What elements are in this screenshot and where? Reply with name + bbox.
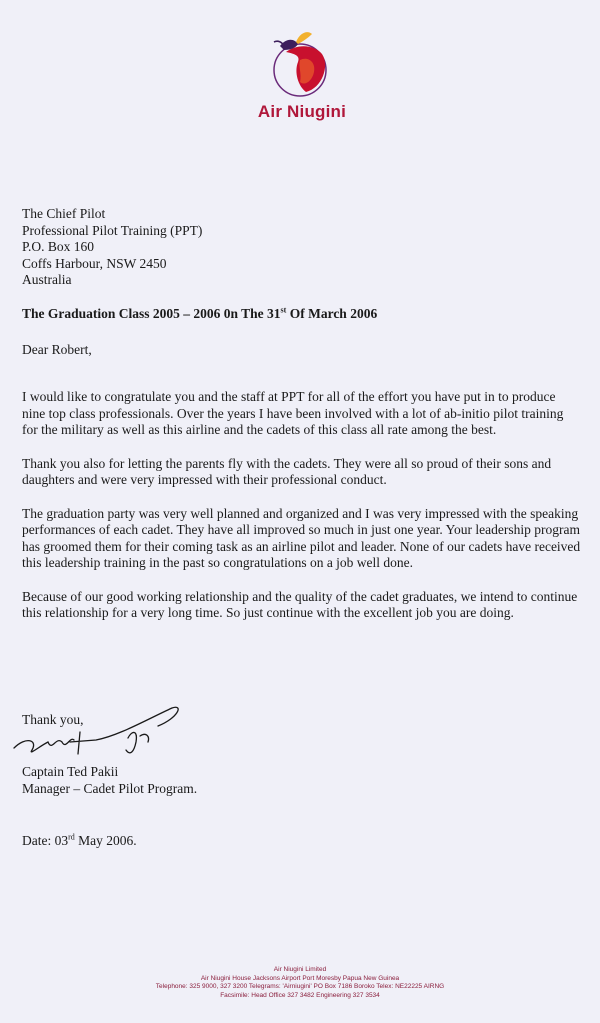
letterhead-logo — [232, 26, 372, 126]
footer-line: Telephone: 325 9000, 327 3200 Telegrams: 'Airniugini' PO Box 7186 Boroko Telex: NE22225 AIRNG — [155, 983, 445, 990]
recipient-address — [22, 206, 202, 289]
letter-body — [22, 389, 582, 639]
signer-block — [22, 764, 197, 797]
bird-of-paradise-logo-icon — [256, 26, 348, 102]
signer-title: Manager – Cadet Pilot Program. — [22, 780, 198, 796]
company-name: Air Niugini — [257, 102, 347, 121]
subject-superscript: st — [280, 305, 287, 315]
date-text: Date: 03 — [22, 833, 69, 848]
letterhead-footer — [0, 966, 600, 1000]
closing: Thank you, — [22, 712, 84, 727]
greeting: Dear Robert, — [22, 342, 92, 357]
address-line: P.O. Box 160 — [22, 239, 95, 254]
address-line: The Chief Pilot — [22, 206, 106, 221]
address-line: Coffs Harbour, NSW 2450 — [22, 255, 167, 271]
subject-line — [22, 306, 377, 322]
body-paragraph: Thank you also for letting the parents fly with the cadets. They were all so proud of their sons and daughters and were very impressed with their professional conduct. — [22, 455, 552, 487]
signer-name: Captain Ted Pakii — [22, 764, 119, 779]
subject-text: The Graduation Class 2005 – 2006 0n The 31 — [22, 306, 281, 321]
footer-line: Air Niugini House Jacksons Airport Port Moresby Papua New Guinea — [200, 974, 400, 982]
address-line: Australia — [22, 272, 72, 287]
date-text-end: May 2006. — [74, 833, 137, 848]
body-paragraph: The graduation party was very well planned and organized and I was very impressed with the speaking performances of each cadet. They have all improved so much in just one year. Your leadership program has groomed them for their coming task as an airline pilot and leader. None of our cadets have received this leadership training in the past so congratulations on a job well done. — [22, 505, 581, 570]
handwritten-signature — [8, 696, 198, 768]
subject-text-end: Of March 2006 — [286, 306, 378, 321]
footer-line: Facsimile: Head Office 327 3482 Engineering 327 3534 — [220, 991, 380, 999]
body-paragraph: Because of our good working relationship and the quality of the cadet graduates, we intend to continue this relationship for a very long time. So just continue with the excellent job you are doing. — [22, 588, 578, 620]
address-line: Professional Pilot Training (PPT) — [22, 222, 203, 238]
footer-line: Air Niugini Limited — [273, 966, 327, 973]
letter-date — [22, 833, 137, 849]
date-superscript: rd — [68, 832, 75, 842]
body-paragraph: I would like to congratulate you and the staff at PPT for all of the effort you have put in to produce nine top class professionals. Over the years I have been involved with a lot of ab-initio pilot training for the military as well as this airline and the cadets of this class all rate among the best. — [22, 389, 564, 437]
